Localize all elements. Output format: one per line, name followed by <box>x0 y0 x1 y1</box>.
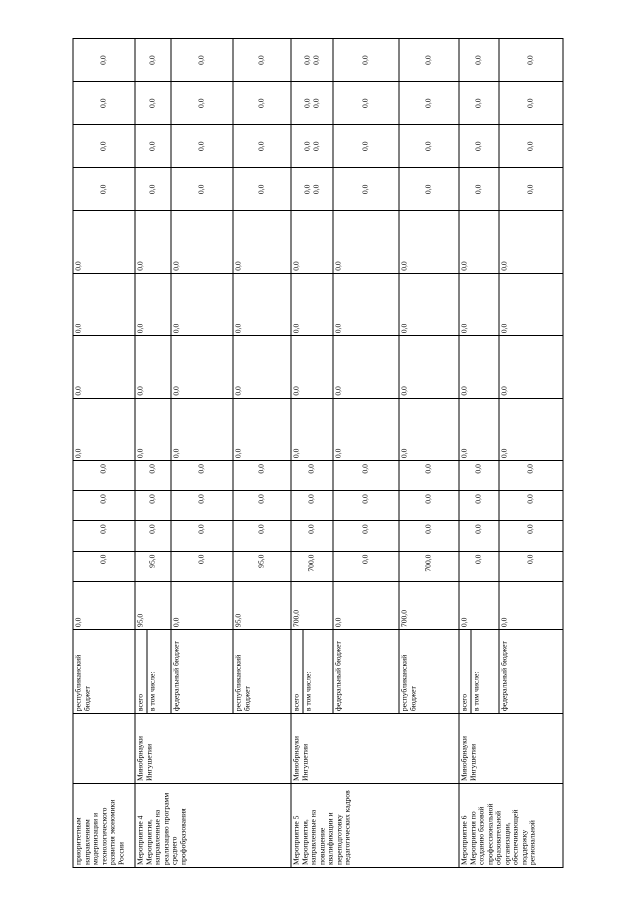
cell-value: 95,0 <box>233 551 291 581</box>
measure-text: Мероприятие 5 Мероприятия, направленные на повышение квалификации и переподготовку педагогических кадров <box>291 783 459 867</box>
cell-value: 0,0 <box>73 335 135 397</box>
cell-value: 0,0 <box>399 124 459 167</box>
source-label: в том числе: <box>471 630 482 713</box>
cell-value <box>291 81 333 124</box>
source-label: республиканский бюджет <box>73 629 135 713</box>
cell-value: 0,0 <box>73 124 135 167</box>
cell-total: 0,0 <box>499 581 563 629</box>
cell-value: 700,0 <box>291 551 333 581</box>
cell-value: 0,0 <box>73 520 135 550</box>
cell-total: 700,0 <box>399 581 459 629</box>
cell-value: 0,0 <box>171 38 233 81</box>
cell-value: 0,0 <box>135 520 171 550</box>
rotated-page <box>73 38 568 868</box>
cell-value: 0,0 <box>233 398 291 460</box>
cell-value: 0,0 <box>459 124 499 167</box>
budget-table <box>73 38 564 868</box>
cell-value: 0,0 <box>499 335 563 397</box>
table-row <box>73 38 135 867</box>
cell-value: 0,0 <box>459 81 499 124</box>
cell-value: 0,0 <box>459 460 499 490</box>
cell-value: 0,0 <box>399 210 459 272</box>
cell-total: 95,0 <box>135 581 171 629</box>
cell-value: 0,0 <box>291 335 333 397</box>
source-label: федеральный бюджет <box>171 629 233 713</box>
cell-value: 0,0 <box>459 398 499 460</box>
cell-value: 0,0 <box>499 398 563 460</box>
source-label: в том числе: <box>303 630 314 713</box>
cell-value-line: 0,0 <box>302 141 312 151</box>
table-row <box>459 38 499 867</box>
executor-text: Минобрнауки Ингушетии <box>135 713 291 783</box>
cell-value: 0,0 <box>73 273 135 335</box>
cell-value <box>291 167 333 210</box>
cell-value: 0,0 <box>399 460 459 490</box>
cell-value: 0,0 <box>233 210 291 272</box>
cell-value: 0,0 <box>135 81 171 124</box>
executor-text: Минобрнауки Ингушетии <box>291 713 459 783</box>
cell-value: 0,0 <box>171 520 233 550</box>
cell-value: 0,0 <box>333 520 399 550</box>
cell-value: 0,0 <box>233 167 291 210</box>
cell-value: 0,0 <box>459 551 499 581</box>
cell-value: 0,0 <box>333 124 399 167</box>
cell-value: 0,0 <box>291 210 333 272</box>
cell-value: 0,0 <box>135 167 171 210</box>
cell-total: 0,0 <box>333 581 399 629</box>
cell-value: 0,0 <box>171 124 233 167</box>
cell-value: 0,0 <box>499 38 563 81</box>
table-row <box>135 38 171 867</box>
cell-value: 0,0 <box>135 335 171 397</box>
cell-value: 0,0 <box>73 460 135 490</box>
source-label: всего <box>291 693 301 711</box>
cell-value: 0,0 <box>233 81 291 124</box>
cell-value: 0,0 <box>333 81 399 124</box>
cell-value: 0,0 <box>73 210 135 272</box>
cell-value: 0,0 <box>333 460 399 490</box>
source-label: федеральный бюджет <box>499 629 563 713</box>
cell-value: 0,0 <box>459 210 499 272</box>
cell-value: 0,0 <box>291 273 333 335</box>
cell-value: 0,0 <box>291 520 333 550</box>
cell-value <box>291 38 333 81</box>
cell-value: 0,0 <box>459 167 499 210</box>
cell-value: 0,0 <box>499 551 563 581</box>
cell-value: 0,0 <box>171 490 233 520</box>
measure-text: приоритетным направлениям модернизации и технологического развития экономики России <box>73 783 135 867</box>
cell-value: 0,0 <box>233 124 291 167</box>
cell-value: 0,0 <box>233 335 291 397</box>
cell-value: 0,0 <box>233 38 291 81</box>
cell-value: 0,0 <box>333 210 399 272</box>
cell-value: 0,0 <box>233 490 291 520</box>
cell-value-line: 0,0 <box>302 97 312 108</box>
cell-value: 0,0 <box>171 81 233 124</box>
cell-value: 0,0 <box>499 124 563 167</box>
cell-value: 0,0 <box>459 273 499 335</box>
cell-value: 0,0 <box>135 460 171 490</box>
cell-value: 0,0 <box>135 398 171 460</box>
cell-total: 0,0 <box>459 581 499 629</box>
cell-value: 0,0 <box>499 81 563 124</box>
cell-value: 0,0 <box>399 398 459 460</box>
source-label: республиканский бюджет <box>233 629 291 713</box>
cell-value: 0,0 <box>135 273 171 335</box>
cell-value: 0,0 <box>171 273 233 335</box>
source-label: федеральный бюджет <box>333 629 399 713</box>
cell-value: 0,0 <box>333 398 399 460</box>
table-row <box>291 38 333 867</box>
cell-value: 0,0 <box>73 398 135 460</box>
cell-value: 0,0 <box>73 490 135 520</box>
cell-value: 0,0 <box>171 460 233 490</box>
cell-value: 0,0 <box>499 210 563 272</box>
cell-value: 0,0 <box>399 273 459 335</box>
cell-value: 0,0 <box>399 81 459 124</box>
cell-value-line: 0,0 <box>302 184 312 194</box>
cell-value: 0,0 <box>73 551 135 581</box>
cell-value: 0,0 <box>499 167 563 210</box>
cell-value: 0,0 <box>333 167 399 210</box>
cell-value: 0,0 <box>399 167 459 210</box>
cell-value-line: 0,0 <box>302 54 312 65</box>
cell-value: 0,0 <box>333 490 399 520</box>
measure-text: Мероприятие 4 Мероприятия, направленные на реализацию программ среднего профобразования <box>135 783 291 867</box>
cell-value: 0,0 <box>333 38 399 81</box>
cell-value: 0,0 <box>171 551 233 581</box>
cell-value: 0,0 <box>291 490 333 520</box>
cell-value: 0,0 <box>399 335 459 397</box>
cell-value-line: 0,0 <box>311 184 320 194</box>
cell-value: 0,0 <box>459 38 499 81</box>
cell-value: 0,0 <box>135 124 171 167</box>
cell-value: 0,0 <box>291 460 333 490</box>
cell-value-line: 0,0 <box>311 141 320 151</box>
cell-value: 0,0 <box>333 273 399 335</box>
cell-value-line: 0,0 <box>311 97 320 108</box>
source-label: всего <box>135 693 145 711</box>
measure-text: Мероприятие 6 Мероприятия по созданию базовой профессиональной образовательной организации, обеспечивающей поддержку региональной <box>459 783 563 867</box>
cell-value: 0,0 <box>171 167 233 210</box>
cell-value: 0,0 <box>73 81 135 124</box>
cell-value <box>291 124 333 167</box>
cell-value: 0,0 <box>171 398 233 460</box>
cell-value: 0,0 <box>135 38 171 81</box>
cell-value: 0,0 <box>233 520 291 550</box>
cell-value: 0,0 <box>499 273 563 335</box>
executor-text <box>73 713 135 783</box>
cell-value: 0,0 <box>333 335 399 397</box>
cell-total: 0,0 <box>73 581 135 629</box>
executor-text: Минобрнауки Ингушетии <box>459 713 563 783</box>
cell-value: 0,0 <box>399 520 459 550</box>
cell-value: 0,0 <box>499 520 563 550</box>
cell-value: 0,0 <box>135 210 171 272</box>
cell-value: 95,0 <box>135 551 171 581</box>
cell-value-line: 0,0 <box>311 54 320 65</box>
cell-value: 0,0 <box>171 335 233 397</box>
source-label: всего <box>459 693 469 711</box>
cell-total: 95,0 <box>233 581 291 629</box>
cell-value: 0,0 <box>73 38 135 81</box>
source-label: республиканский бюджет <box>399 629 459 713</box>
cell-value: 0,0 <box>171 210 233 272</box>
cell-total: 0,0 <box>171 581 233 629</box>
cell-value: 0,0 <box>233 273 291 335</box>
cell-value: 0,0 <box>459 335 499 397</box>
cell-value: 0,0 <box>459 490 499 520</box>
cell-value: 0,0 <box>291 398 333 460</box>
cell-value: 0,0 <box>233 460 291 490</box>
cell-value: 0,0 <box>399 38 459 81</box>
cell-value: 700,0 <box>399 551 459 581</box>
cell-value: 0,0 <box>73 167 135 210</box>
cell-value: 0,0 <box>499 460 563 490</box>
source-label: в том числе: <box>147 630 158 713</box>
cell-value: 0,0 <box>499 490 563 520</box>
cell-value: 0,0 <box>333 551 399 581</box>
cell-total: 700,0 <box>291 581 333 629</box>
cell-value: 0,0 <box>135 490 171 520</box>
cell-value: 0,0 <box>399 490 459 520</box>
cell-value: 0,0 <box>459 520 499 550</box>
